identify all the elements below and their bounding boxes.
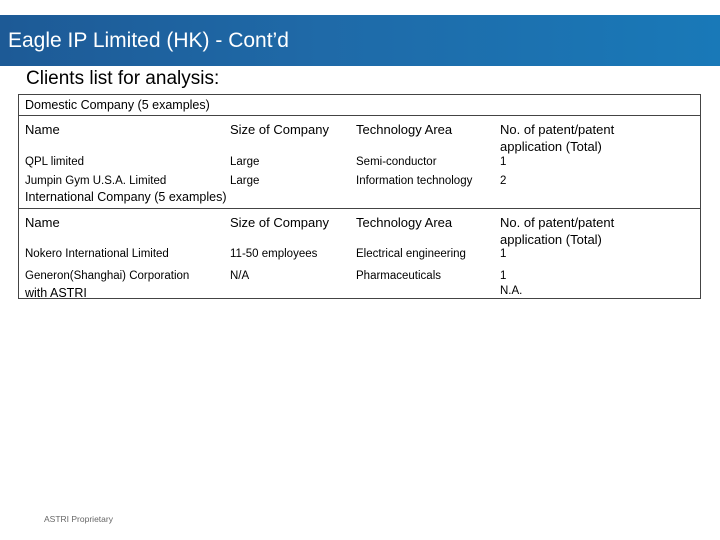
slide-title: Eagle IP Limited (HK) - Cont’d xyxy=(8,29,289,52)
domestic-header-size: Size of Company xyxy=(230,122,329,137)
table-row-cell: Large xyxy=(230,156,260,168)
domestic-header-tech: Technology Area xyxy=(356,122,453,137)
astri-value: N.A. xyxy=(500,285,523,297)
domestic-header-patents-line2: application (Total) xyxy=(500,139,602,154)
footer-text: ASTRI Proprietary xyxy=(44,514,113,524)
table-row-cell: Large xyxy=(230,175,260,187)
table-row-cell: 2 xyxy=(500,175,507,187)
table-row-cell: Generon(Shanghai) Corporation xyxy=(25,270,190,282)
international-header-name: Name xyxy=(25,215,60,230)
divider xyxy=(19,208,700,209)
divider xyxy=(19,115,700,116)
astri-heading: with ASTRI xyxy=(25,286,87,300)
domestic-header-name: Name xyxy=(25,122,60,137)
table-row-cell: 1 xyxy=(500,156,507,168)
slide-subtitle: Clients list for analysis: xyxy=(26,68,220,89)
international-header-size: Size of Company xyxy=(230,215,329,230)
table-row-cell: Pharmaceuticals xyxy=(356,270,442,282)
international-header-patents-line2: application (Total) xyxy=(500,232,602,247)
international-header-patents: No. of patent/patent xyxy=(500,215,615,230)
domestic-header-patents: No. of patent/patent xyxy=(500,122,615,137)
table-row-cell: Electrical engineering xyxy=(356,248,466,260)
table-row-cell: Information technology xyxy=(356,175,473,187)
clients-table xyxy=(18,94,701,299)
table-row-cell: QPL limited xyxy=(25,156,85,168)
table-row-cell: Nokero International Limited xyxy=(25,248,169,260)
international-heading: International Company (5 examples) xyxy=(25,190,227,204)
international-header-tech: Technology Area xyxy=(356,215,453,230)
domestic-heading: Domestic Company (5 examples) xyxy=(25,98,210,112)
title-bar xyxy=(0,15,720,66)
table-row-cell: 11-50 employees xyxy=(230,248,318,260)
table-row-cell: Semi-conductor xyxy=(356,156,437,168)
table-row-cell: 1 xyxy=(500,248,507,260)
table-row-cell: 1 xyxy=(500,270,507,282)
table-row-cell: N/A xyxy=(230,270,250,282)
table-row-cell: Jumpin Gym U.S.A. Limited xyxy=(25,175,167,187)
